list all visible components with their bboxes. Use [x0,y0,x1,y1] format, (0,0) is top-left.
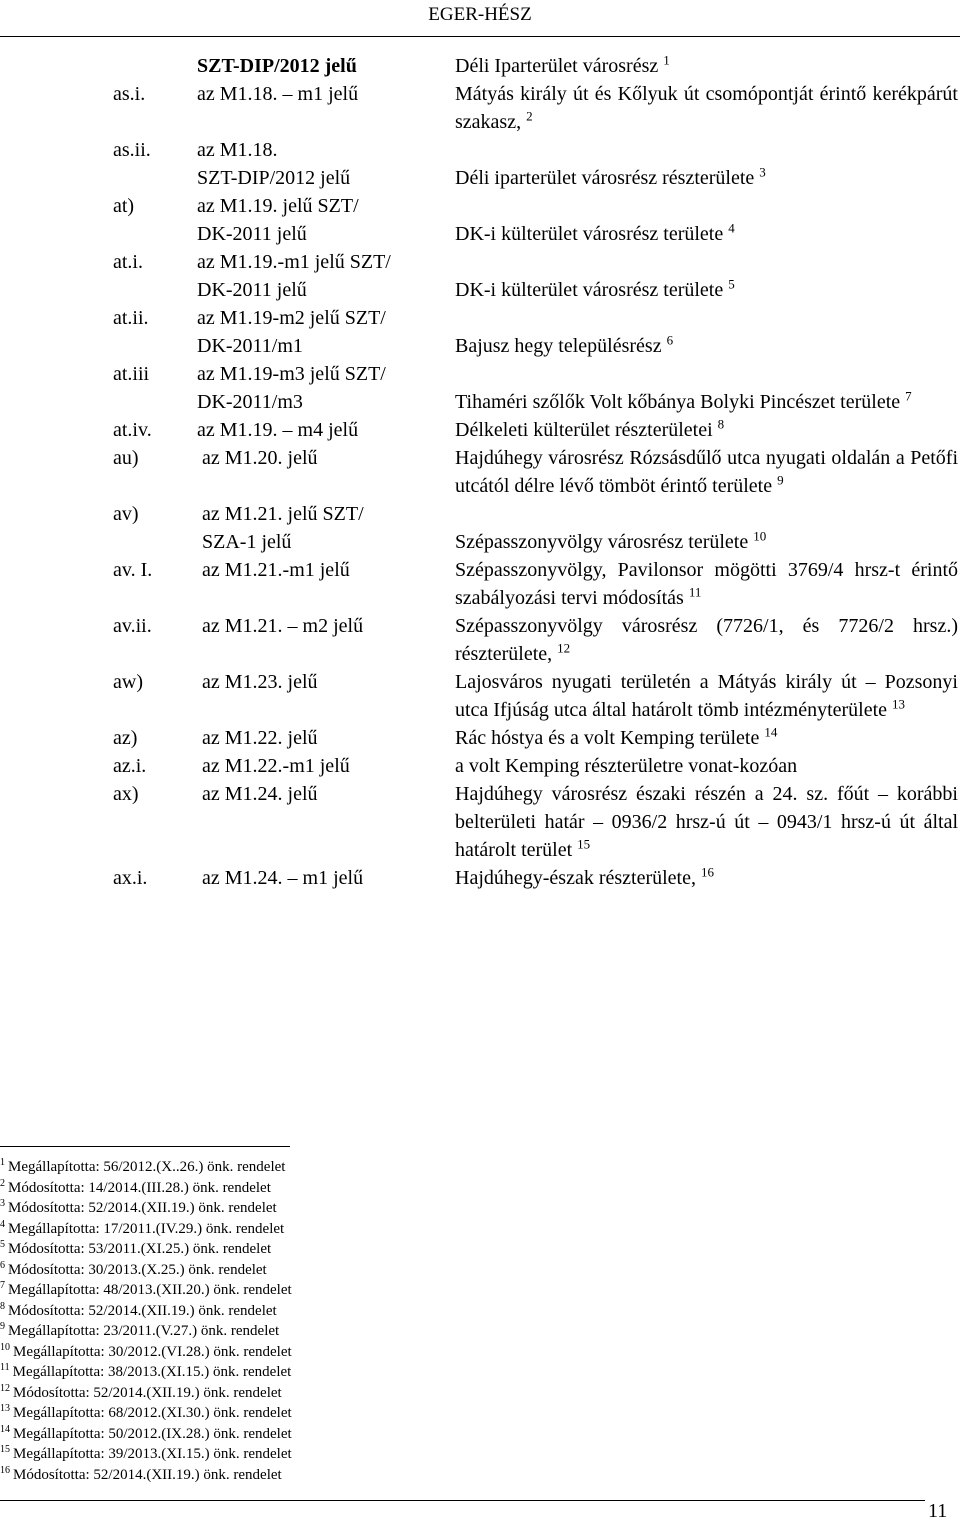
list-item [113,444,958,500]
plan-code: az M1.19-m2 jelű SZT/ [197,307,386,329]
footnote [0,1219,700,1240]
list-item [113,668,958,724]
footnote-text: Megállapította: 39/2013.(XI.15.) önk. rendelet [13,1446,292,1462]
area-description [455,388,958,416]
area-description [455,52,958,80]
footnote-number: 7 [0,1280,5,1291]
footnote-separator [0,1146,290,1147]
plan-code: az M1.23. jelű [202,671,318,693]
footnote-ref[interactable]: 16 [701,864,714,880]
footnote-number: 10 [0,1341,10,1353]
list-item [113,612,958,668]
plan-code: az M1.19. jelű SZT/ [197,195,359,217]
plan-code: SZA-1 jelű [202,531,292,553]
description-text: Szépasszonyvölgy, Pavilonsor mögötti 3769/4 hrsz-t érintő szabályozási tervi módosítás [455,559,958,609]
list-item [113,248,958,276]
footnote-ref[interactable]: 15 [577,836,591,852]
footnote [0,1403,700,1424]
regulation-list [113,52,958,892]
footnote-text: Megállapította: 50/2012.(IX.28.) önk. rendelet [13,1425,292,1442]
plan-code: DK-2011 jelű [197,279,307,301]
plan-code: az M1.19. – m4 jelű [197,419,359,441]
footnote [0,1465,700,1486]
item-label: at.iv. [113,419,152,441]
footnote-ref[interactable]: 10 [753,528,767,544]
description-text: Hajdúhegy városrész északi részén a 24. sz. főút – korábbi belterületi határ – 0936/2 hrsz-ú út – 0943/1 hrsz-ú út által határolt terület [455,783,958,861]
footnote-number: 12 [0,1382,10,1394]
area-description [455,528,958,556]
list-item [113,724,958,752]
item-label: as.i. [113,83,146,105]
footnote [0,1321,700,1342]
list-item [113,388,958,416]
item-label: as.ii. [113,139,151,161]
list-item [113,416,958,444]
description-text: Déli Iparterület városrész [455,55,659,77]
footnote-number: 3 [0,1198,5,1209]
description-text: Mátyás király út és Kőlyuk út csomópontját érintő kerékpárút szakasz, [455,83,958,133]
footnote-ref[interactable]: 8 [717,416,725,432]
area-description [455,556,958,612]
plan-code: az M1.18. [197,139,278,161]
item-label: at.ii. [113,307,149,329]
footnote-ref[interactable]: 4 [728,220,735,236]
list-item [113,192,958,220]
footnote-text: Megállapította: 30/2012.(VI.28.) önk. rendelet [13,1343,292,1360]
plan-code: SZT-DIP/2012 jelű [197,55,357,77]
description-text: Rác hóstya és a volt Kemping területe [455,727,760,749]
running-header: EGER-HÉSZ [428,4,532,25]
footnote-ref[interactable]: 5 [728,276,735,292]
footnote-text: Megállapította: 48/2013.(XII.20.) önk. rendelet [8,1282,292,1298]
footnote-number: 2 [0,1177,5,1189]
item-label: av) [113,503,139,525]
footnote-text: Módosította: 52/2014.(XII.19.) önk. rendelet [13,1384,282,1401]
footnote-text: Megállapította: 68/2012.(XI.30.) önk. rendelet [13,1405,292,1421]
page-number: 11 [928,1500,948,1522]
list-item [113,304,958,332]
item-label: az) [113,727,138,749]
footnote-number: 1 [0,1157,5,1168]
footnote-number: 13 [0,1403,10,1414]
footnote-ref[interactable]: 1 [663,52,670,68]
list-item [113,332,958,360]
footnote-ref[interactable]: 13 [892,696,906,712]
footnote-number: 4 [0,1218,5,1230]
item-label: at) [113,195,135,217]
item-label: az.i. [113,755,147,777]
description-text: Hajdúhegy-észak részterülete, [455,867,696,889]
footnote [0,1157,700,1178]
list-item [113,752,958,780]
description-text: Hajdúhegy városrész Rózsásdűlő utca nyugati oldalán a Petőfi utcától délre lévő tömböt érintő területe [455,447,958,497]
footnote [0,1260,700,1281]
footnote [0,1280,700,1301]
area-description [455,304,958,332]
area-description [455,416,958,444]
list-item [113,360,958,388]
area-description [455,752,958,780]
description-text: DK-i külterület városrész területe [455,279,724,301]
footnote [0,1424,700,1445]
description-text: Tihaméri szőlők Volt kőbánya Bolyki Pincészet területe [455,391,901,413]
footnote [0,1178,700,1199]
plan-code: az M1.19-m3 jelű SZT/ [197,363,386,385]
footnote-text: Módosította: 14/2014.(III.28.) önk. rendelet [8,1179,271,1196]
description-text: Délkeleti külterület részterületei [455,419,713,441]
description-text: Szépasszonyvölgy városrész területe [455,531,749,553]
plan-code: az M1.18. – m1 jelű [197,83,359,105]
footnote-text: Módosította: 53/2011.(XI.25.) önk. rendelet [8,1241,272,1257]
list-item [113,136,958,164]
list-item [113,80,958,136]
plan-code: az M1.22.-m1 jelű [202,755,350,777]
item-label: at.iii [113,363,150,385]
area-description [455,220,958,248]
area-description [455,248,958,276]
list-item [113,528,958,556]
footnote-ref[interactable]: 12 [557,640,571,656]
plan-code: az M1.22. jelű [202,727,318,749]
footnote-number: 5 [0,1239,5,1250]
footnote-ref[interactable]: 14 [764,724,778,740]
footnote-text: Módosította: 52/2014.(XII.19.) önk. rendelet [8,1200,277,1216]
description-text: Lajosváros nyugati területén a Mátyás király út – Pozsonyi utca Ifjúság utca által határolt tömb intézményterülete [455,671,958,721]
footnote-ref[interactable]: 3 [759,164,766,180]
footnote-number: 15 [0,1444,10,1455]
item-label: au) [113,447,139,469]
item-label: av.ii. [113,615,152,637]
footnote-text: Megállapította: 23/2011.(V.27.) önk. rendelet [8,1323,280,1339]
footnote-number: 8 [0,1300,5,1312]
area-description [455,332,958,360]
description-text: DK-i külterület városrész területe [455,223,724,245]
list-item [113,500,958,528]
footnote-number: 14 [0,1423,10,1435]
footnote [0,1362,700,1383]
area-description [455,444,958,500]
item-label: ax.i. [113,867,148,889]
area-description [455,164,958,192]
plan-code: az M1.24. – m1 jelű [202,867,364,889]
area-description [455,612,958,668]
header-rule [0,36,960,37]
list-item [113,52,958,80]
plan-code: DK-2011 jelű [197,223,307,245]
item-label: aw) [113,671,143,693]
list-item [113,276,958,304]
footnote-text: Módosította: 52/2014.(XII.19.) önk. rendelet [13,1466,282,1483]
area-description [455,668,958,724]
plan-code: az M1.21.-m1 jelű [202,559,350,581]
item-label: ax) [113,783,139,805]
footnote [0,1342,700,1363]
footnote-ref[interactable]: 11 [688,584,702,600]
footnote-number: 16 [0,1464,10,1476]
footnote-text: Megállapította: 38/2013.(XI.15.) önk. rendelet [12,1364,292,1380]
footnote-text: Módosította: 30/2013.(X.25.) önk. rendelet [8,1261,267,1278]
footnote [0,1198,700,1219]
description-text: Déli iparterület városrész részterülete [455,167,755,189]
footnote-number: 6 [0,1259,5,1271]
footnote-ref[interactable]: 7 [905,388,912,404]
item-label: at.i. [113,251,143,273]
footnote [0,1383,700,1404]
area-description [455,864,958,892]
footnote [0,1444,700,1465]
area-description [455,136,958,164]
area-description [455,276,958,304]
plan-code: az M1.21. jelű SZT/ [202,503,364,525]
area-description [455,724,958,752]
plan-code: DK-2011/m1 [197,335,303,357]
area-description [455,80,958,136]
area-description [455,192,958,220]
plan-code: DK-2011/m3 [197,391,303,413]
plan-code: SZT-DIP/2012 jelű [197,167,351,189]
footnote-text: Módosította: 52/2014.(XII.19.) önk. rendelet [8,1302,277,1319]
area-description [455,500,958,528]
item-label: av. I. [113,559,153,581]
plan-code: az M1.19.-m1 jelű SZT/ [197,251,391,273]
plan-code: az M1.20. jelű [202,447,318,469]
description-text: Szépasszonyvölgy városrész (7726/1, és 7726/2 hrsz.) részterülete, [455,615,958,665]
area-description [455,780,958,864]
footnote [0,1239,700,1260]
list-item [113,164,958,192]
footnote-text: Megállapította: 17/2011.(IV.29.) önk. rendelet [8,1220,285,1237]
footnote-number: 9 [0,1321,5,1332]
list-item [113,556,958,612]
footnote [0,1301,700,1322]
plan-code: az M1.24. jelű [202,783,318,805]
description-text: Bajusz hegy településrész [455,335,662,357]
footnote-number: 11 [0,1362,10,1373]
footer-rule [0,1500,925,1501]
list-item [113,220,958,248]
plan-code: az M1.21. – m2 jelű [202,615,364,637]
list-item [113,864,958,892]
footnote-ref[interactable]: 2 [526,108,533,124]
footnote-ref[interactable]: 6 [666,332,674,348]
area-description [455,360,958,388]
footnotes [0,1157,700,1485]
footnote-ref[interactable]: 9 [777,472,784,488]
list-item [113,780,958,864]
footnote-text: Megállapította: 56/2012.(X..26.) önk. rendelet [8,1159,286,1175]
description-text: a volt Kemping részterületre vonat-kozóan [455,755,798,777]
